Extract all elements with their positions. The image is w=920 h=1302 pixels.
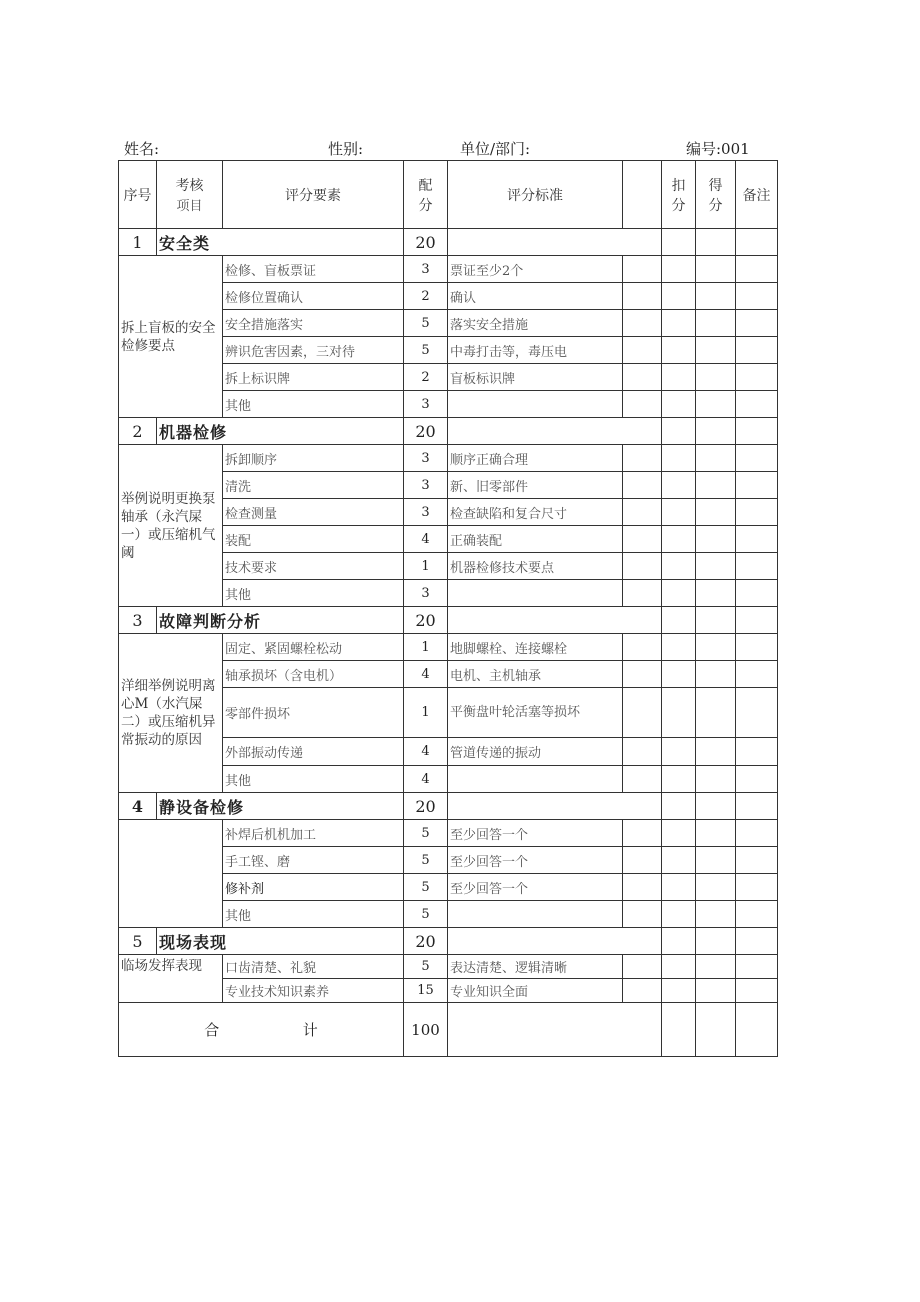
factor-cell: 检修、盲板票证 <box>223 256 404 283</box>
section-row <box>119 793 778 820</box>
col-deduct-bottom: 分 <box>671 197 686 214</box>
total-label <box>119 1003 404 1057</box>
score-cell: 3 <box>404 391 448 418</box>
score-cell: 5 <box>404 310 448 337</box>
score-cell: 4 <box>404 526 448 553</box>
factor-cell: 清洗 <box>223 472 404 499</box>
section-score: 20 <box>404 229 448 256</box>
factor-cell: 其他 <box>223 580 404 607</box>
standard-cell: 落实安全措施 <box>448 310 623 337</box>
section-no: 2 <box>119 418 157 445</box>
standard-cell: 新、旧零部件 <box>448 472 623 499</box>
factor-cell: 安全措施落实 <box>223 310 404 337</box>
col-blank <box>623 161 662 229</box>
item-row <box>119 955 778 979</box>
factor-cell: 修补剂 <box>223 874 404 901</box>
total-label-a: 合 <box>204 1021 220 1039</box>
section-no: 5 <box>119 928 157 955</box>
standard-cell: 至少回答一个 <box>448 847 623 874</box>
section-name: 静设备检修 <box>157 793 404 820</box>
col-deduct-top: 扣 <box>671 177 686 194</box>
standard-cell: 机器检修技术要点 <box>448 553 623 580</box>
col-standard: 评分标准 <box>448 161 623 229</box>
score-cell: 3 <box>404 472 448 499</box>
standard-cell: 正确装配 <box>448 526 623 553</box>
col-seq: 序号 <box>119 161 157 229</box>
score-cell: 4 <box>404 661 448 688</box>
factor-cell: 固定、紧固螺栓松动 <box>223 634 404 661</box>
factor-cell: 辨识危害因素，三对待 <box>223 337 404 364</box>
standard-cell <box>448 901 623 928</box>
form-header <box>118 136 776 160</box>
score-cell: 2 <box>404 283 448 310</box>
standard-cell: 地脚螺栓、连接螺栓 <box>448 634 623 661</box>
section-no: 4 <box>119 793 157 820</box>
standard-cell: 至少回答一个 <box>448 820 623 847</box>
gender-label: 性别: <box>328 140 364 158</box>
section-no: 1 <box>119 229 157 256</box>
factor-cell: 其他 <box>223 391 404 418</box>
total-score: 100 <box>404 1003 448 1057</box>
col-score-top: 配 <box>418 177 433 194</box>
factor-cell: 手工铿、磨 <box>223 847 404 874</box>
factor-cell: 技术要求 <box>223 553 404 580</box>
section-score: 20 <box>404 928 448 955</box>
item-row <box>119 256 778 283</box>
unit-label: 单位/部门: <box>460 140 531 158</box>
score-cell: 3 <box>404 580 448 607</box>
standard-cell: 管道传递的振动 <box>448 738 623 766</box>
project-cell: 拆上盲板的安全检修要点 <box>119 256 223 418</box>
score-cell: 1 <box>404 688 448 738</box>
score-cell: 5 <box>404 874 448 901</box>
item-row <box>119 634 778 661</box>
total-label-b: 计 <box>302 1021 318 1039</box>
factor-cell: 其他 <box>223 766 404 793</box>
factor-cell: 口齿清楚、礼貌 <box>223 955 404 979</box>
score-cell: 3 <box>404 499 448 526</box>
score-cell: 5 <box>404 337 448 364</box>
standard-cell: 盲板标识牌 <box>448 364 623 391</box>
standard-cell: 电机、主机轴承 <box>448 661 623 688</box>
section-name: 现场表现 <box>157 928 404 955</box>
factor-cell: 专业技术知识素养 <box>223 979 404 1003</box>
total-row <box>119 1003 778 1057</box>
standard-cell: 票证至少2个 <box>448 256 623 283</box>
section-row <box>119 418 778 445</box>
col-remark: 备注 <box>736 161 778 229</box>
item-row <box>119 820 778 847</box>
col-score <box>404 161 448 229</box>
col-project-bottom: 项目 <box>176 199 203 214</box>
project-cell: 举例说明更换泵轴承（永汽屎一）或压缩机气阈 <box>119 445 223 607</box>
standard-cell <box>448 580 623 607</box>
score-cell: 5 <box>404 901 448 928</box>
factor-cell: 检修位置确认 <box>223 283 404 310</box>
score-cell: 1 <box>404 634 448 661</box>
score-cell: 2 <box>404 364 448 391</box>
factor-cell: 装配 <box>223 526 404 553</box>
score-cell: 5 <box>404 847 448 874</box>
col-got-bottom: 分 <box>708 197 723 214</box>
section-row <box>119 607 778 634</box>
name-label: 姓名: <box>124 140 160 158</box>
standard-cell: 中毒打击等，毒压电 <box>448 337 623 364</box>
factor-cell: 轴承损坏（含电机） <box>223 661 404 688</box>
col-deduct <box>662 161 696 229</box>
project-cell: 临场发挥表现 <box>119 955 223 1003</box>
column-header-row <box>119 161 778 229</box>
score-cell: 4 <box>404 738 448 766</box>
score-cell: 5 <box>404 955 448 979</box>
col-project <box>157 161 223 229</box>
factor-cell: 零部件损坏 <box>223 688 404 738</box>
score-cell: 4 <box>404 766 448 793</box>
score-cell: 1 <box>404 553 448 580</box>
item-row <box>119 445 778 472</box>
factor-cell: 拆卸顺序 <box>223 445 404 472</box>
col-score-bottom: 分 <box>418 197 433 214</box>
section-score: 20 <box>404 607 448 634</box>
score-sheet-table <box>118 160 778 1057</box>
project-cell: 洋细举例说明离心M（水汽屎二）或压缩机异常振动的原因 <box>119 634 223 793</box>
factor-cell: 检查测量 <box>223 499 404 526</box>
standard-cell <box>448 391 623 418</box>
score-cell: 3 <box>404 256 448 283</box>
standard-cell: 专业知识全面 <box>448 979 623 1003</box>
standard-cell: 检查缺陷和复合尺寸 <box>448 499 623 526</box>
section-name: 故障判断分析 <box>157 607 404 634</box>
standard-cell: 顺序正确合理 <box>448 445 623 472</box>
standard-cell <box>448 766 623 793</box>
section-row <box>119 928 778 955</box>
col-got-top: 得 <box>708 177 723 194</box>
section-name: 安全类 <box>157 229 404 256</box>
project-cell <box>119 820 223 928</box>
factor-cell: 其他 <box>223 901 404 928</box>
score-cell: 5 <box>404 820 448 847</box>
standard-cell: 至少回答一个 <box>448 874 623 901</box>
standard-cell: 平衡盘叶轮活塞等损坏 <box>448 688 623 738</box>
standard-cell: 确认 <box>448 283 623 310</box>
section-score: 20 <box>404 793 448 820</box>
section-row <box>119 229 778 256</box>
factor-cell: 外部振动传递 <box>223 738 404 766</box>
number-label: 编号:001 <box>686 140 750 158</box>
section-name: 机器检修 <box>157 418 404 445</box>
col-factor: 评分要素 <box>223 161 404 229</box>
score-cell: 3 <box>404 445 448 472</box>
section-no: 3 <box>119 607 157 634</box>
section-score: 20 <box>404 418 448 445</box>
factor-cell: 拆上标识牌 <box>223 364 404 391</box>
col-project-top: 考核 <box>175 178 204 194</box>
score-cell: 15 <box>404 979 448 1003</box>
factor-cell: 补焊后机机加工 <box>223 820 404 847</box>
col-got <box>696 161 736 229</box>
standard-cell: 表达清楚、逻辑清晰 <box>448 955 623 979</box>
